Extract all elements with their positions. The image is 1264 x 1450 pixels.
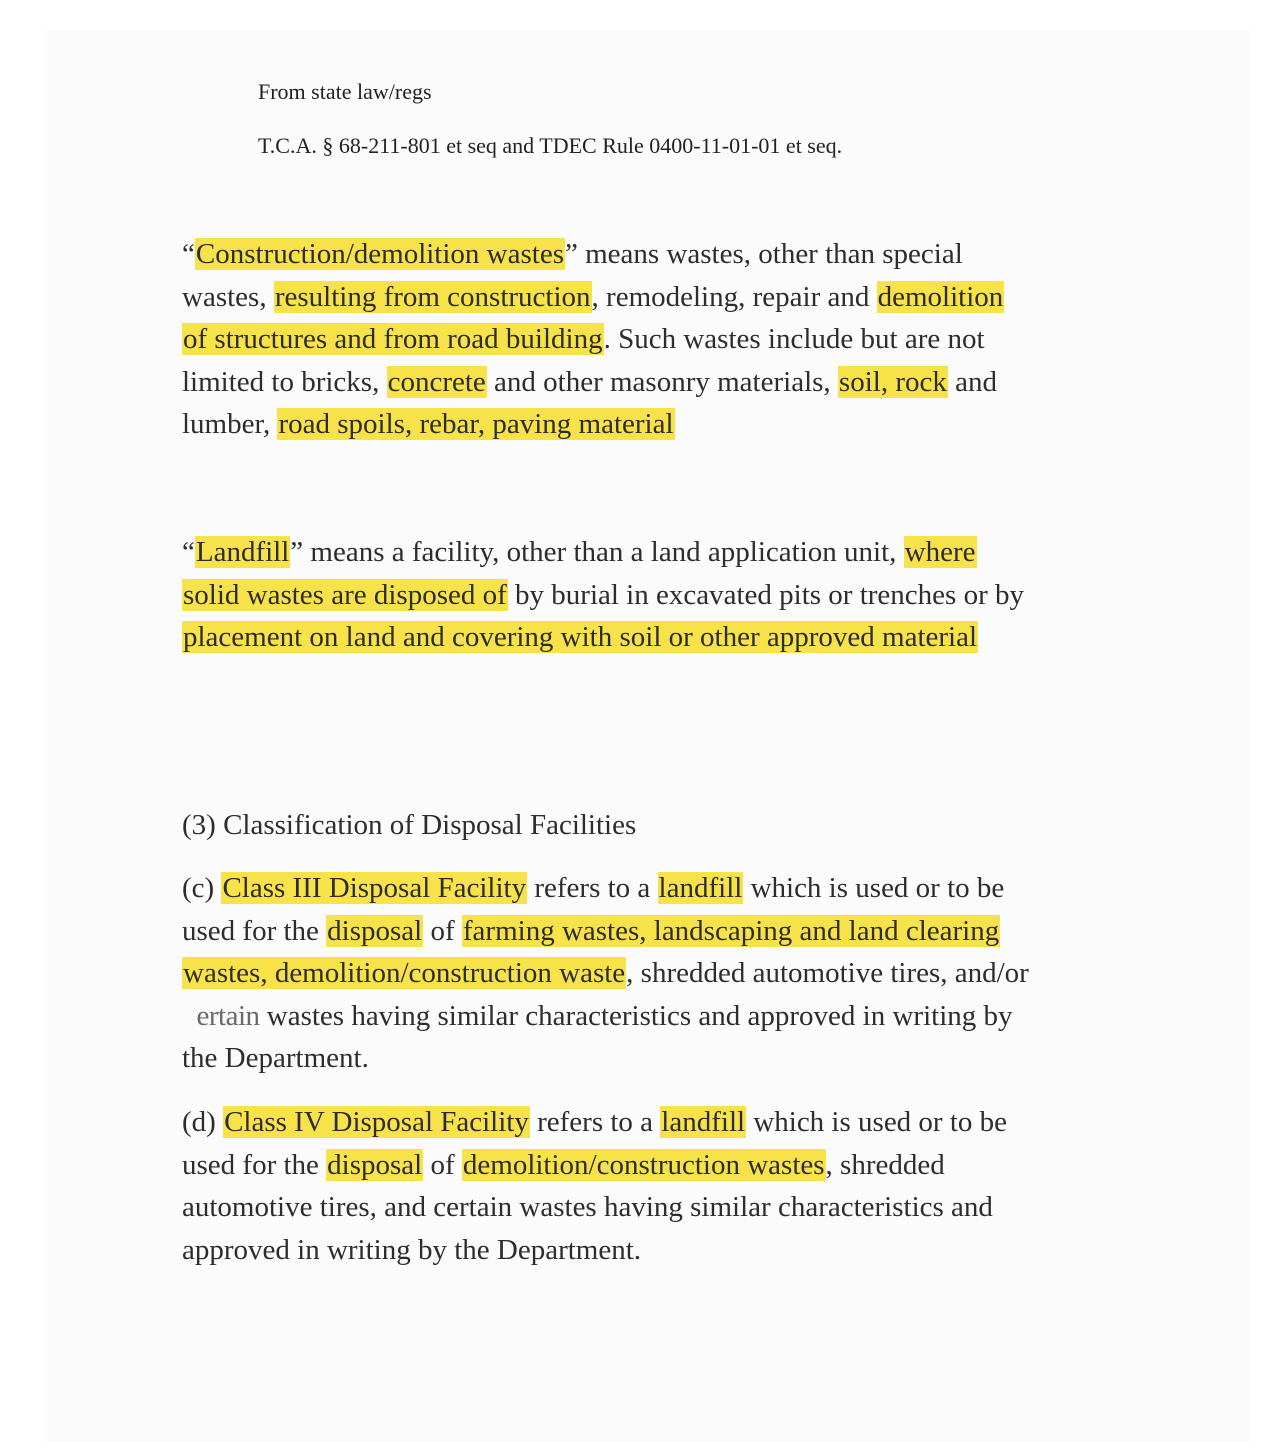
definition-line: solid wastes are disposed of by burial in excavated pits or trenches or by — [183, 578, 1024, 611]
paragraph-line: used for the disposal of demolition/construction wastes, shredded — [182, 1148, 945, 1181]
highlight: Landfill — [195, 536, 290, 568]
highlight: farming wastes, landscaping and land clearing — [462, 914, 1000, 947]
highlight: soil, rock — [838, 365, 947, 398]
citation-line: T.C.A. § 68-211-801 et seq and TDEC Rule 0400-11-01-01 et seq. — [258, 133, 843, 158]
paragraph-line: automotive tires, and certain wastes having similar characteristics and — [182, 1191, 993, 1223]
highlight: where — [904, 536, 976, 568]
paragraph-line: approved in writing by the Department. — [182, 1233, 642, 1266]
highlight: landfill — [658, 872, 743, 904]
highlight: demolition — [877, 280, 1004, 313]
class-iii-paragraph — [182, 867, 1142, 1080]
highlight: road spoils, rebar, paving material — [278, 408, 674, 440]
highlight: Class III Disposal Facility — [222, 872, 527, 904]
highlight: demolition/construction wastes — [462, 1148, 825, 1181]
definition-line: wastes, resulting from construction, remodeling, repair and demolition — [182, 280, 1004, 313]
highlight: landfill — [661, 1106, 746, 1138]
highlight: resulting from construction — [274, 280, 591, 313]
paragraph-line: wastes, demolition/construction waste, shredded automotive tires, and/or — [183, 957, 1029, 989]
highlight: wastes, demolition/construction waste — [183, 957, 626, 989]
paragraph-line: (c) Class III Disposal Facility refers to a landfill which is used or to be — [182, 872, 1005, 904]
faded-text: ertain — [196, 999, 260, 1032]
definition-line: “Landfill” means a facility, other than a land application unit, where — [182, 536, 976, 568]
section-heading: (3) Classification of Disposal Facilities — [182, 809, 637, 841]
class-iv-paragraph — [182, 1101, 1142, 1271]
highlight: disposal — [327, 914, 423, 947]
highlight: solid wastes are disposed of — [183, 578, 507, 611]
definition-landfill — [182, 531, 1142, 659]
paragraph-line: ertain wastes having similar characteristics and approved in writing by — [196, 999, 1013, 1032]
highlight: Construction/demolition wastes — [195, 238, 564, 270]
paragraph-line: used for the disposal of farming wastes, landscaping and land clearing — [182, 914, 1000, 947]
highlight: disposal — [327, 1148, 423, 1181]
highlight: of structures and from road building — [183, 323, 603, 355]
definition-line: limited to bricks, concrete and other masonry materials, soil, rock and — [182, 365, 997, 398]
highlight: placement on land and covering with soil or other approved material — [183, 621, 978, 653]
paragraph-line: the Department. — [182, 1042, 369, 1074]
source-line: From state law/regs — [258, 79, 432, 104]
definition-line: “Construction/demolition wastes” means wastes, other than special — [182, 238, 963, 270]
paragraph-line: (d) Class IV Disposal Facility refers to a landfill which is used or to be — [182, 1106, 1008, 1138]
definition-line: of structures and from road building. Such wastes include but are not — [183, 323, 985, 355]
definition-line: lumber, road spoils, rebar, paving material — [182, 408, 674, 440]
highlight: Class IV Disposal Facility — [224, 1106, 529, 1138]
highlight: concrete — [387, 365, 486, 398]
definition-construction-demolition — [182, 233, 1142, 446]
definition-line — [182, 616, 1142, 659]
